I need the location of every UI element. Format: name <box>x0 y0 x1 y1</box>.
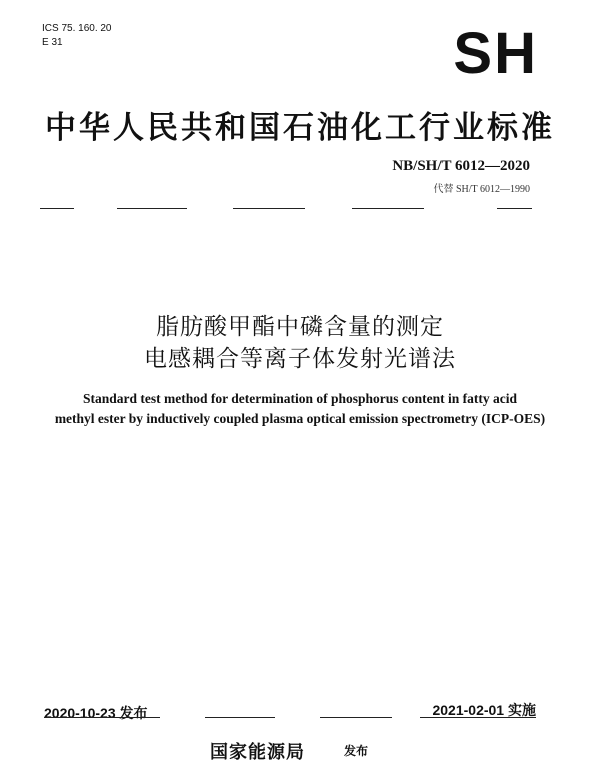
issuing-authority-suffix: 发布 <box>344 744 369 758</box>
effective-date-underline <box>420 717 536 718</box>
standard-code: NB/SH/T 6012—2020 <box>392 158 530 174</box>
english-title-line1: Standard test method for determination of phosphorus content in fatty acid <box>82 391 517 406</box>
sh-logo: SH <box>453 21 538 86</box>
classification-code: E 31 <box>42 37 63 48</box>
replaces-standard: 代替 SH/T 6012—1990 <box>433 184 530 195</box>
header-divider-segment <box>117 208 187 209</box>
publish-date-underline <box>44 717 160 718</box>
english-title-line2: methyl ester by inductively coupled plasma optical emission spectrometry (ICP-OES) <box>54 411 546 426</box>
organization-title: 中华人民共和国石油化工行业标准 <box>45 110 555 146</box>
ics-number: ICS 75. 160. 20 <box>42 23 112 34</box>
header-divider-segment <box>352 208 424 209</box>
header-divider-segment <box>497 208 532 209</box>
footer-divider-segment <box>320 717 392 718</box>
chinese-title-line2: 电感耦合等离子体发射光谱法 <box>144 346 456 372</box>
footer-divider-segment <box>205 717 275 718</box>
chinese-title-line1: 脂肪酸甲酯中磷含量的测定 <box>156 314 444 340</box>
publish-date: 2020-10-23 发布 <box>44 705 148 721</box>
header-divider-segment <box>233 208 305 209</box>
header-divider-segment <box>40 208 74 209</box>
effective-date: 2021-02-01 实施 <box>432 702 536 718</box>
issuing-authority: 国家能源局 <box>210 742 305 763</box>
